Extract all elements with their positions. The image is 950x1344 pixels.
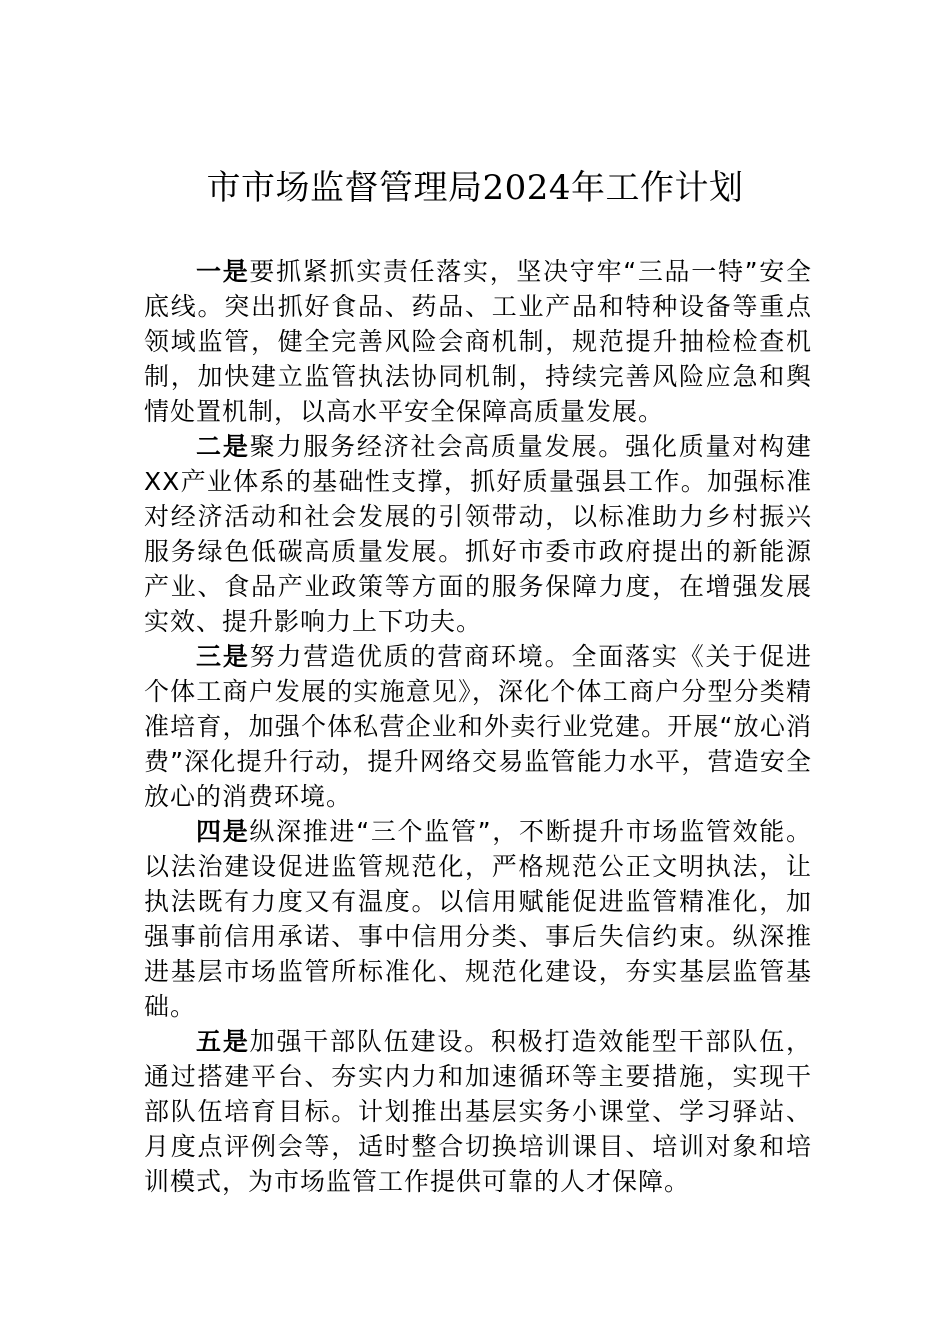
document-body bbox=[144, 254, 812, 1199]
paragraph-lead: 四是 bbox=[196, 817, 250, 846]
paragraph-lead: 一是 bbox=[196, 257, 250, 286]
paragraph-text: 努力营造优质的营商环境。全面落实《关于促进个体工商户发展的实施意见》，深化个体工商户分型分类精准培育，加强个体私营企业和外卖行业党建。开展“放心消费”深化提升行动，提升网络交易监管能力水平，营造安全放心的消费环境。 bbox=[144, 642, 812, 811]
paragraph-2 bbox=[144, 429, 812, 639]
paragraph-text: 纵深推进“三个监管”，不断提升市场监管效能。以法治建设促进监管规范化，严格规范公正文明执法，让执法既有力度又有温度。以信用赋能促进监管精准化，加强事前信用承诺、事中信用分类、事后失信约束。纵深推进基层市场监管所标准化、规范化建设，夯实基层监管基础。 bbox=[144, 817, 812, 1021]
paragraph-5 bbox=[144, 1024, 812, 1199]
document-title: 市市场监督管理局2024年工作计划 bbox=[206, 168, 744, 208]
paragraph-3 bbox=[144, 639, 812, 814]
paragraph-text: 加强干部队伍建设。积极打造效能型干部队伍，通过搭建平台、夯实内力和加速循环等主要措施，实现干部队伍培育目标。计划推出基层实务小课堂、学习驿站、月度点评例会等，适时整合切换培训课目、培训对象和培训模式，为市场监管工作提供可靠的人才保障。 bbox=[144, 1027, 812, 1196]
paragraph-lead: 五是 bbox=[196, 1027, 250, 1056]
paragraph-text: 要抓紧抓实责任落实，坚决守牢“三品一特”安全底线。突出抓好食品、药品、工业产品和特种设备等重点领域监管，健全完善风险会商机制，规范提升抽检检查机制，加快建立监管执法协同机制，持续完善风险应急和舆情处置机制，以高水平安全保障高质量发展。 bbox=[144, 257, 812, 426]
paragraph-lead: 三是 bbox=[196, 642, 250, 671]
paragraph-lead: 二是 bbox=[196, 432, 250, 461]
paragraph-4 bbox=[144, 814, 812, 1024]
paragraph-1 bbox=[144, 254, 812, 429]
paragraph-text: 聚力服务经济社会高质量发展。强化质量对构建XX产业体系的基础性支撑，抓好质量强县工作。加强标准对经济活动和社会发展的引领带动，以标准助力乡村振兴服务绿色低碳高质量发展。抓好市委市政府提出的新能源产业、食品产业政策等方面的服务保障力度，在增强发展实效、提升影响力上下功夫。 bbox=[144, 432, 812, 636]
